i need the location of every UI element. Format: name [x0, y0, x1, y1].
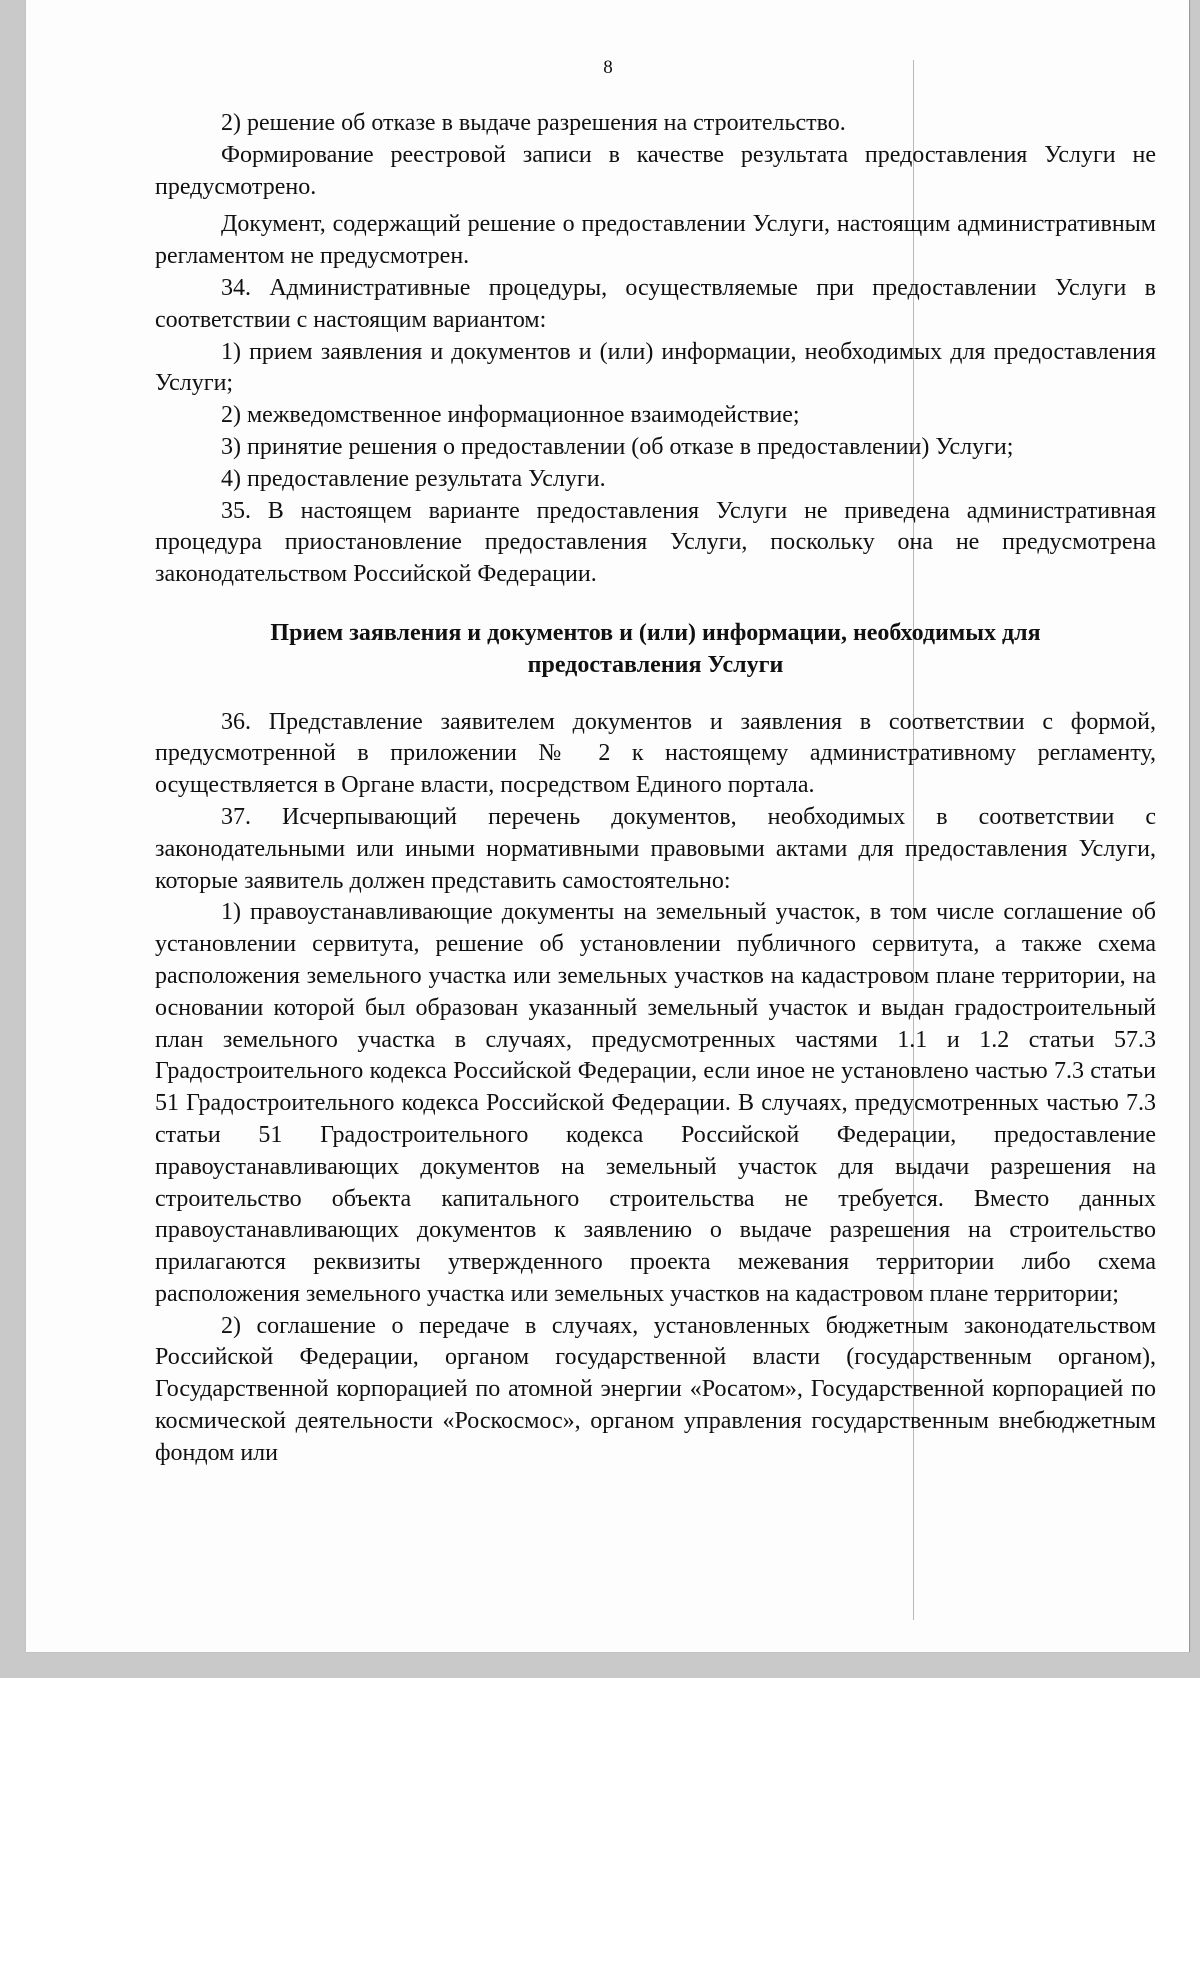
- page-number: 8: [603, 57, 613, 78]
- document-body: [155, 108, 1156, 1470]
- document-page: [26, 0, 1190, 1652]
- paragraph-decision-document: Документ, содержащий решение о предоставлении Услуги, настоящим административным регламентом не предусмотрен.: [155, 211, 1156, 270]
- section-heading: Прием заявления и документов и (или) информации, необходимых для предоставления Услуги: [270, 619, 1041, 678]
- page-edge-line: [1189, 0, 1190, 1652]
- list-item-document-2: 2) соглашение о передаче в случаях, установленных бюджетным законодательством Российской Федерации, органом государственной власти (государственным органом), Государственной корпорацией по атомной энергии «Росатом», Государственной корпорацией по космической деятельности «Роскосмос», органом управления государственным внебюджетным фондом или: [155, 1312, 1156, 1466]
- paragraph-34: 34. Административные процедуры, осуществляемые при предоставлении Услуги в соответствии с настоящим вариантом:: [155, 274, 1156, 333]
- list-item-document-1: 1) правоустанавливающие документы на земельный участок, в том числе соглашение об установлении сервитута, решение об установлении публичного сервитута, а также схема расположения земельного участка или земельных участков на кадастровом плане территории, на основании которой был образован указанный земельный участок и выдан градостроительный план земельного участка в случаях, предусмотренных частями 1.1 и 1.2 статьи 57.3 Градостроительного кодекса Российской Федерации, если иное не установлено частью 7.3 статьи 51 Градостроительного кодекса Российской Федерации. В случаях, предусмотренных частью 7.3 статьи 51 Градостроительного кодекса Российской Федерации, предоставление правоустанавливающих документов на земельный участок для выдачи разрешения на строительство объекта капитального строительства не требуется. Вместо данных правоустанавливающих документов к заявлению о выдаче разрешения на строительство прилагаются реквизиты утвержденного проекта межевания территории либо схема расположения земельного участка или земельных участков на кадастровом плане территории;: [155, 899, 1156, 1307]
- paragraph-35: 35. В настоящем варианте предоставления Услуги не приведена административная процедура приостановление предоставления Услуги, поскольку она не предусмотрена законодательством Российской Федерации.: [155, 497, 1156, 588]
- list-item-procedure-3: 3) принятие решения о предоставлении (об отказе в предоставлении) Услуги;: [221, 433, 1014, 460]
- paragraph-result-refusal: 2) решение об отказе в выдаче разрешения на строительство.: [221, 110, 846, 136]
- paragraph-37: 37. Исчерпывающий перечень документов, необходимых в соответствии с законодательными или иными нормативными правовыми актами для предоставления Услуги, которые заявитель должен представить самостоятельно:: [155, 803, 1156, 894]
- paragraph-registry-record: Формирование реестровой записи в качестве результата предоставления Услуги не предусмотрено.: [155, 141, 1156, 200]
- list-item-procedure-1: 1) прием заявления и документов и (или) информации, необходимых для предоставления Услуги;: [155, 338, 1156, 397]
- paragraph-36: 36. Представление заявителем документов и заявления в соответствии с формой, предусмотренной в приложении № 2 к настоящему административному регламенту, осуществляется в Органе власти, посредством Единого портала.: [155, 708, 1156, 799]
- list-item-procedure-2: 2) межведомственное информационное взаимодействие;: [221, 402, 800, 429]
- list-item-procedure-4: 4) предоставление результата Услуги.: [221, 465, 606, 492]
